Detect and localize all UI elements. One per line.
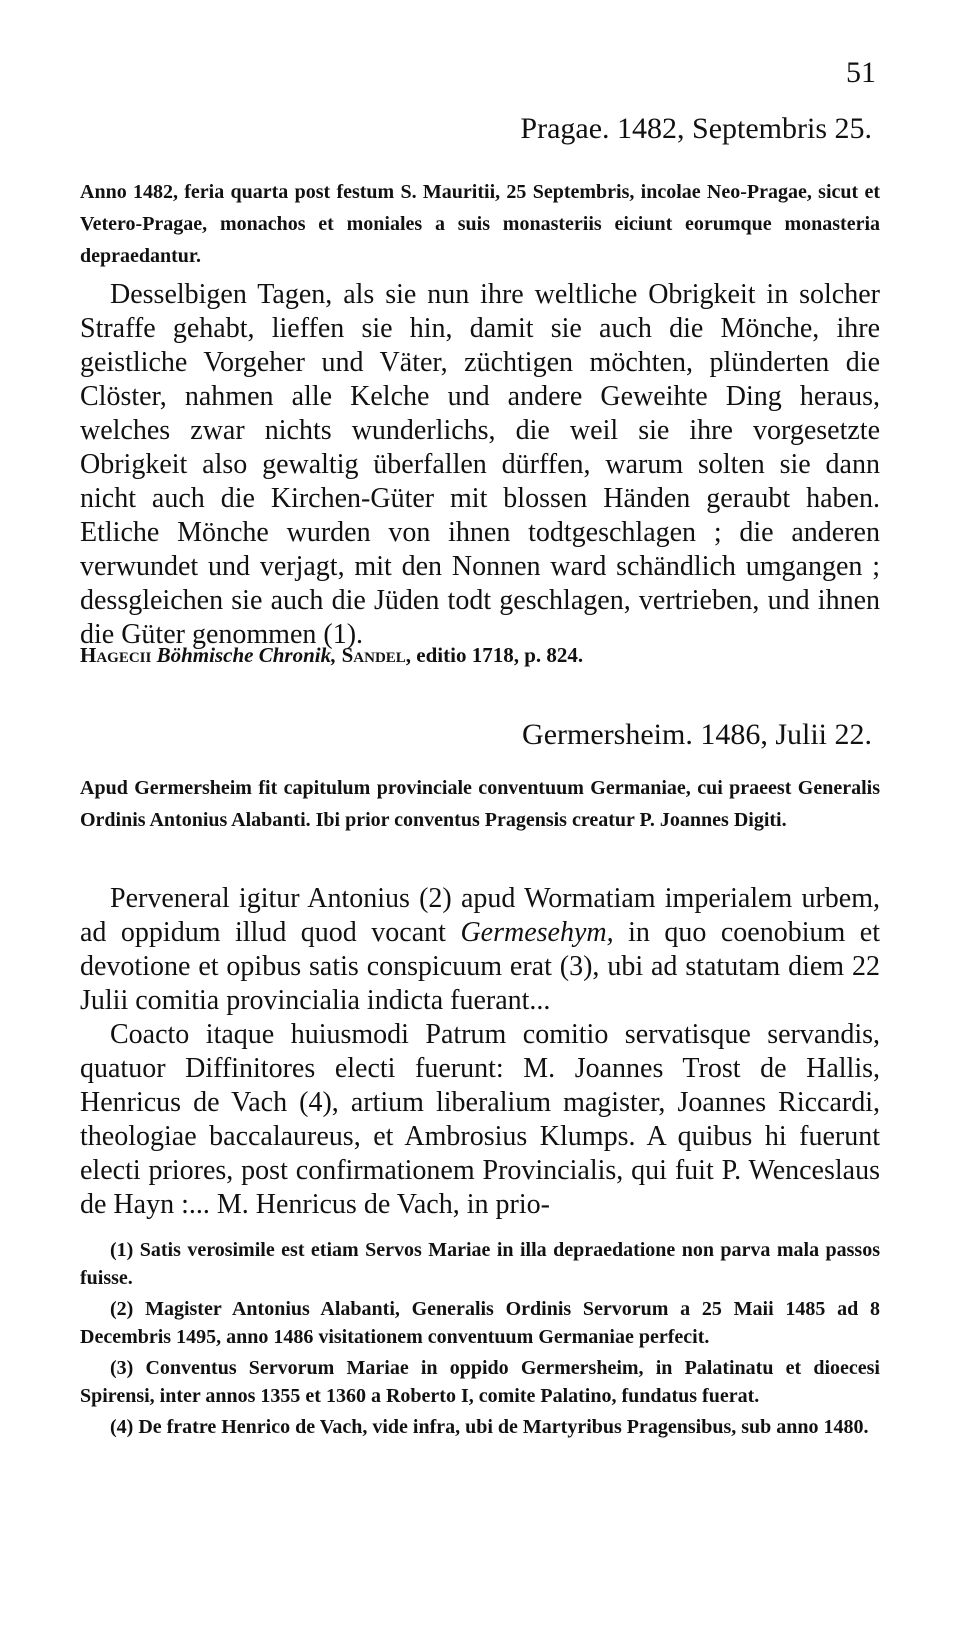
footnote-1: (1) Satis verosimile est etiam Servos Mariae in illa depraedatione non parva mala passos fuisse. bbox=[80, 1239, 880, 1289]
source-author: Hagecii bbox=[80, 643, 152, 667]
footnote-3: (3) Conventus Servorum Mariae in oppido Germersheim, in Palatinatu et dioecesi Spirensi, inter annos 1355 et 1360 a Roberto I, comite Palatino, fundatus fuerat. bbox=[80, 1357, 880, 1407]
body-paragraph: Desselbigen Tagen, als sie nun ihre weltliche Obrigkeit in solcher Straffe gehabt, lieffen sie hin, damit sie auch die Mönche, ihre geistliche Vorgeher und Väter, züchtigen möchten, plünderten die Clöster, nahmen alle Kelche und andere Geweihte Ding heraus, welches zwar nichts wunderlichs, die weil sie ihre vorgesetzte Obrigkeit also gewaltig überfallen dürffen, warum solten sie dann nicht auch die Kirchen-Güter mit blossen Händen geraubt haben. Etliche Mönche wurden von ihnen todtgeschlagen ; die anderen verwundet und verjagt, mit den Nonnen ward schändlich umgangen ; dessgleichen sie auch die Jüden todt geschlagen, vertrieben, und ihnen die Güter genommen (1). bbox=[80, 279, 880, 650]
section-body-germersheim bbox=[80, 882, 880, 1222]
body-text: Perveneral igitur Antonius (2) apud Wormatiam imperialem urbem, ad oppidum illud quod vocant bbox=[80, 883, 880, 948]
footnotes bbox=[80, 1236, 880, 1444]
section-summary-germersheim: Apud Germersheim fit capitulum provinciale conventuum Germaniae, cui praeest Generalis Ordinis Antonius Alabanti. Ibi prior conventus Pragensis creatur P. Joannes Digiti. bbox=[80, 777, 880, 831]
section-summary-prague: Anno 1482, feria quarta post festum S. Mauritii, 25 Septembris, incolae Neo-Pragae, sicut et Vetero-Pragae, monachos et moniales a suis monasteriis eiciunt eorumque monasteria depraedantur. bbox=[80, 181, 880, 267]
body-paragraph-2: Coacto itaque huiusmodi Patrum comitio servatisque servandis, quatuor Diffinitores electi fuerunt: M. Joannes Trost de Hallis, Henricus de Vach (4), artium liberalium magister, Joannes Riccardi, theologiae baccalaureus, et Ambrosius Klumps. A quibus hi fuerunt electi priores, post confirmationem Provincialis, qui fuit P. Wenceslaus de Hayn :... M. Henricus de Vach, in prio- bbox=[80, 1019, 880, 1220]
source-editor: Sandel, bbox=[341, 643, 412, 667]
source-details: editio 1718, p. 824. bbox=[416, 643, 584, 667]
body-text: in quo coenobium et devotione et opibus satis conspicuum erat (3), ubi ad statutam diem 22 Julii comitia provincialia indicta fuerant... bbox=[80, 917, 880, 1016]
page-number: 51 bbox=[846, 56, 876, 89]
source-title: Böhmische Chronik, bbox=[156, 643, 337, 667]
footnote-4: (4) De fratre Henrico de Vach, vide infra, ubi de Martyribus Pragensibus, sub anno 1480. bbox=[110, 1416, 869, 1438]
body-paragraph-1 bbox=[80, 882, 880, 1018]
footnote-2: (2) Magister Antonius Alabanti, Generalis Ordinis Servorum a 25 Maii 1485 ad 8 Decembris 1495, anno 1486 visitationem conventuum Germaniae perfecit. bbox=[80, 1298, 880, 1348]
place-name-italic: Germesehym, bbox=[460, 917, 614, 948]
section-body-prague bbox=[80, 278, 880, 652]
section-heading-germersheim: Germersheim. 1486, Julii 22. bbox=[522, 718, 872, 751]
section-heading-prague: Pragae. 1482, Septembris 25. bbox=[520, 112, 872, 145]
source-citation bbox=[80, 640, 880, 670]
